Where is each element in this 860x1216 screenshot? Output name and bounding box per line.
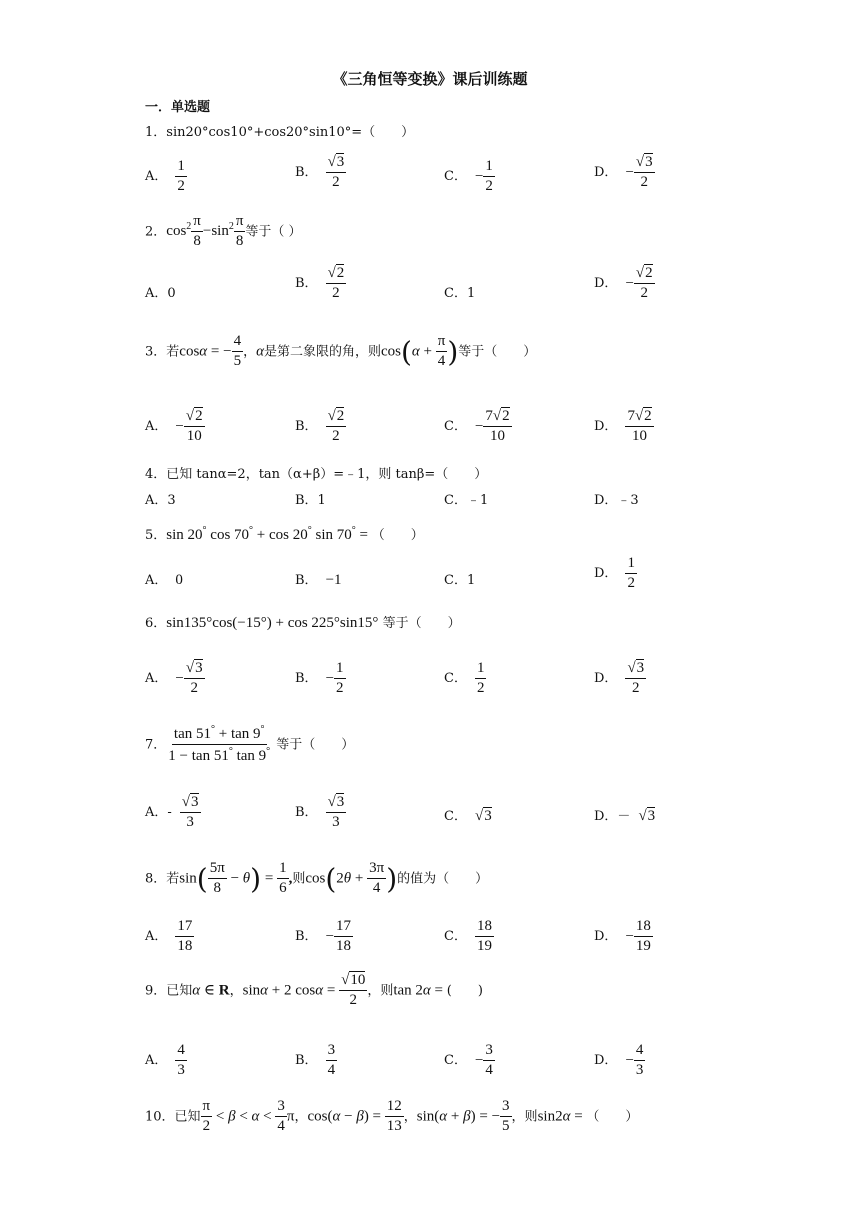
- question-6: 6．sin135°cos(−15°) + cos 225°sin15° 等于（ ）: [145, 615, 461, 631]
- option-a: A．- $\frac{√3}{3}$: [145, 794, 199, 831]
- option-b: B．1: [295, 493, 326, 508]
- option-a: A． 0: [145, 572, 183, 588]
- option-a: A． $\frac{1}{2}$: [145, 158, 185, 195]
- option-d: D． − $\frac{√3}{2}$: [594, 154, 653, 191]
- question-8-options: [145, 918, 745, 955]
- question-5-options: [145, 555, 745, 592]
- option-b: B． $\frac{√3}{3}$: [295, 794, 345, 831]
- option-b: B． − $\frac{1}{2}$: [295, 660, 344, 697]
- option-c: C．﹣1: [444, 493, 489, 508]
- option-d: D．﹣3: [594, 493, 639, 508]
- question-4: 4．已知 tanα=2，tan（α+β）=﹣1，则 tanβ=（ ）: [145, 467, 488, 482]
- option-a: A． $\frac{4}{3}$: [145, 1042, 185, 1079]
- question-10: 10．已知 $\frac{\pi}{2}$ < β < α < $\frac{3}{4}$ π，cos(α − β) = $\frac{12}{13}$ ，sin(α + β) = − $\frac{3}{5}$ ，则sin2α = （ ）: [145, 1098, 639, 1135]
- option-a: A．0: [145, 286, 176, 301]
- option-a: A． $\frac{17}{18}$: [145, 918, 193, 955]
- option-b: B． $\frac{√2}{2}$: [295, 265, 345, 302]
- option-c: C． − $\frac{7√2}{10}$: [444, 408, 510, 445]
- option-a: A．3: [145, 493, 176, 508]
- question-5: 5．sin 20° cos 70° + cos 20° sin 70° = （ ）: [145, 525, 424, 543]
- option-c: C． $\frac{18}{19}$: [444, 918, 492, 955]
- option-c: C． − $\frac{1}{2}$: [444, 158, 493, 195]
- option-b: B． − $\frac{17}{18}$: [295, 918, 352, 955]
- option-d: D． $\frac{7√2}{10}$: [594, 408, 652, 445]
- option-a: A． − $\frac{√3}{2}$: [145, 660, 203, 697]
- option-d: D． − $\frac{18}{19}$: [594, 918, 651, 955]
- option-c: C．1: [444, 573, 476, 588]
- option-c: C． $\frac{1}{2}$: [444, 660, 485, 697]
- option-c: C．1: [444, 286, 476, 301]
- option-d: D． − $\frac{√2}{2}$: [594, 265, 653, 302]
- option-d: D． $\frac{√3}{2}$: [594, 660, 645, 697]
- option-d: D．－ √3: [594, 808, 656, 824]
- page-title: 《三角恒等变换》课后训练题: [332, 70, 528, 88]
- question-9: 9．已知α ∈ R，sinα + 2 cosα = $\frac{√10}{2}$ ，则tan 2α = ( ): [145, 972, 483, 1009]
- question-4-options: [145, 489, 745, 508]
- question-3-options: [145, 408, 745, 445]
- question-2: 2．$\cos^2$ $\frac{\pi}{8}$ $-\sin^2$ $\frac{\pi}{8}$ 等于（ ）: [145, 213, 302, 250]
- question-7: 7． $\frac{\tan 51^\circ + \tan 9^\circ}{1 - \tan 51^\circ \tan 9^\circ}$ 等于（ ）: [145, 724, 355, 765]
- question-1: 1．sin20°cos10°+cos20°sin10°=（ ）: [145, 125, 415, 140]
- option-c: C． − $\frac{3}{4}$: [444, 1042, 493, 1079]
- option-b: B． $\frac{√3}{2}$: [295, 154, 345, 191]
- question-7-options: [145, 794, 745, 831]
- option-b: B． −1: [295, 572, 342, 588]
- option-d: D． $\frac{1}{2}$: [594, 555, 635, 592]
- question-6-options: [145, 660, 745, 697]
- question-9-options: [145, 1042, 745, 1079]
- question-1-options: [145, 154, 745, 195]
- section-heading: 一．单选题: [145, 100, 211, 115]
- option-b: B． $\frac{√2}{2}$: [295, 408, 345, 445]
- option-d: D． − $\frac{4}{3}$: [594, 1042, 644, 1079]
- question-2-options: [145, 265, 745, 302]
- option-a: A． − $\frac{√2}{10}$: [145, 408, 203, 445]
- option-c: C． √3: [444, 808, 492, 824]
- question-3: 3．若cosα = − $\frac{4}{5}$ ，α是第二象限的角，则cos(α + $\frac{\pi}{4}$ )等于（ ）: [145, 333, 537, 370]
- question-8: 8．若sin( $\frac{5\pi}{8}$ − θ) = $\frac{1}{6}$ ,则cos(2θ + $\frac{3\pi}{4}$ )的值为（ ）: [145, 860, 489, 897]
- option-b: B． $\frac{3}{4}$: [295, 1042, 336, 1079]
